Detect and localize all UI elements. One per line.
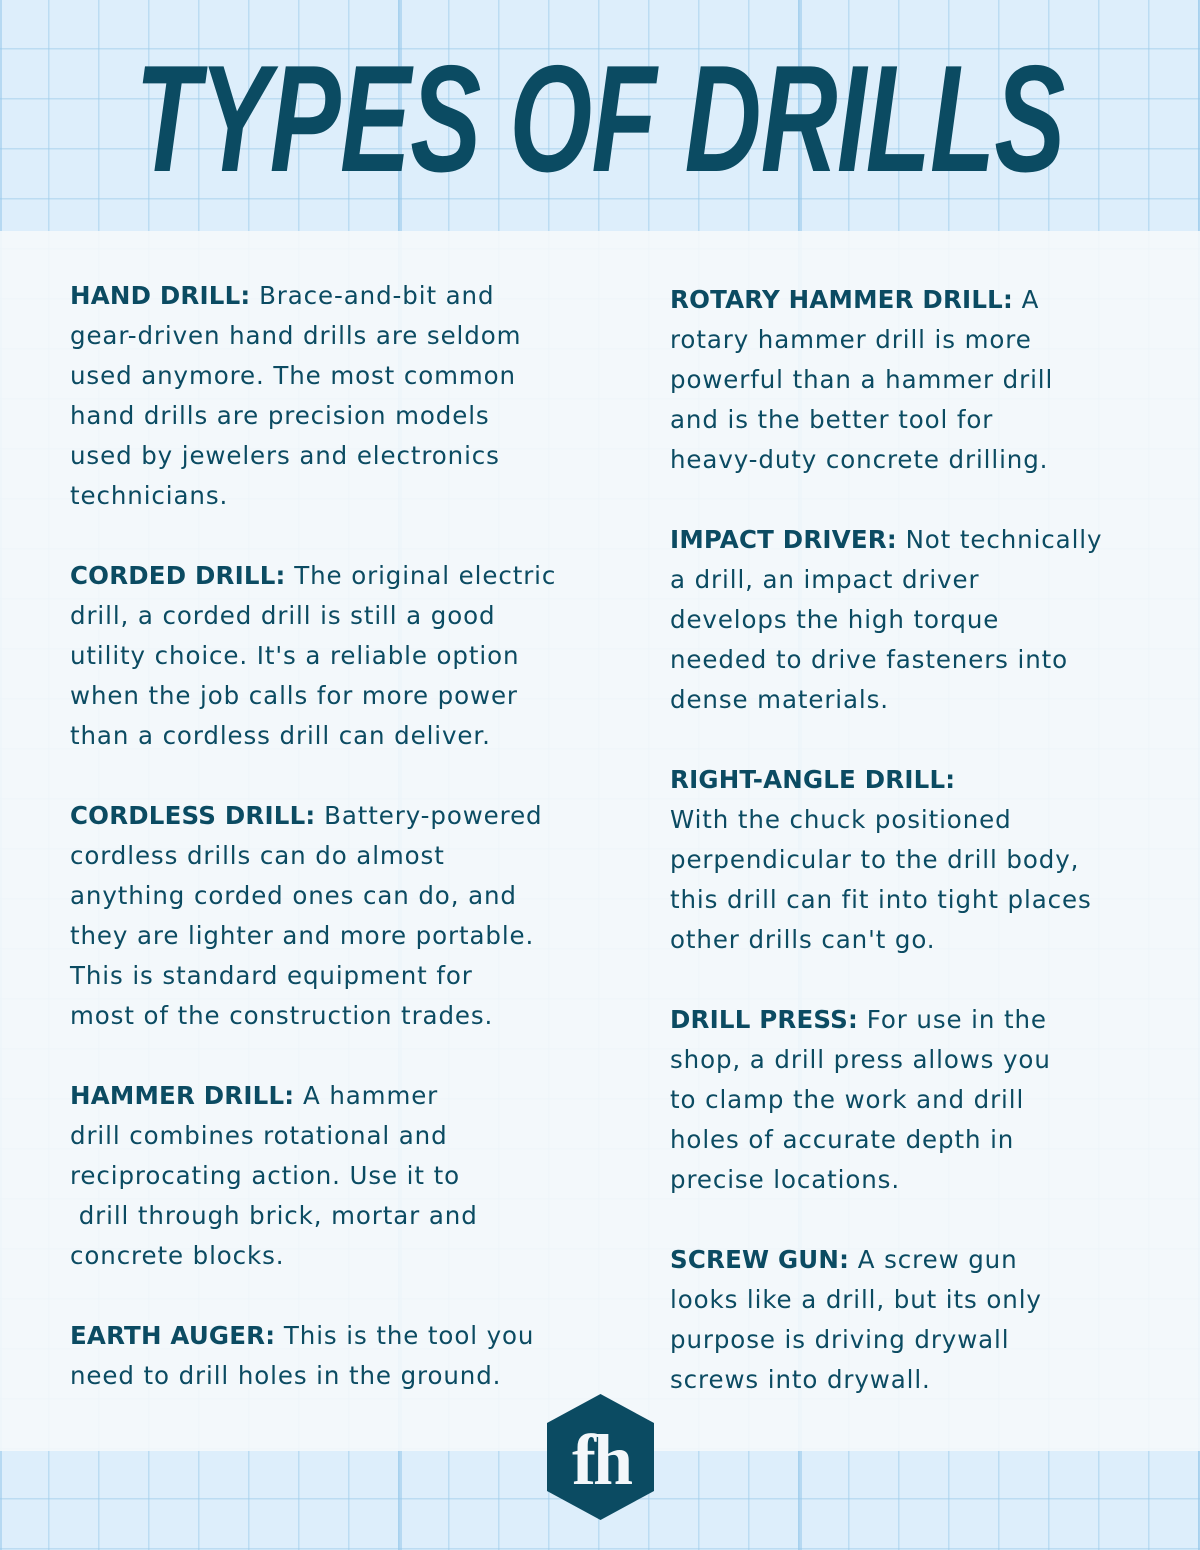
entry-line: anything corded ones can do, and [70,881,517,910]
entry-line: precise locations. [670,1165,901,1194]
entry-line: drill combines rotational and [70,1121,448,1150]
entry-first-line [70,556,610,596]
entry-line: purpose is driving drywall [670,1325,1010,1354]
entry-text: The original electric [285,561,557,590]
entry-first-line [670,1000,1170,1040]
entry-corded-drill [70,556,610,756]
entry-first-line [70,1076,610,1116]
entry-cordless-drill [70,796,610,1036]
entry-impact-driver [670,520,1170,720]
entry-line: gear-driven hand drills are seldom [70,321,522,350]
header [0,0,1200,231]
entry-line: heavy-duty concrete drilling. [670,445,1049,474]
entry-line: to clamp the work and drill [670,1085,1025,1114]
page-title: TYPES OF DRILLS [135,33,1065,204]
entry-line: screws into drywall. [670,1365,931,1394]
hexagon-logo-icon [547,1394,654,1520]
entry-line: used by jewelers and electronics [70,441,500,470]
entry-term: SCREW GUN: [670,1245,850,1274]
entry-screw-gun [670,1240,1170,1400]
entry-earth-auger [70,1316,610,1396]
entry-term: ROTARY HAMMER DRILL: [670,285,1013,314]
entry-line: drill, a corded drill is still a good [70,601,496,630]
entry-line: they are lighter and more portable. [70,921,535,950]
entry-term: CORDED DRILL: [70,561,286,590]
entry-line: holes of accurate depth in [670,1125,1015,1154]
entry-term: HAND DRILL: [70,281,251,310]
entry-line: hand drills are precision models [70,401,490,430]
entry-hammer-drill [70,1076,610,1276]
entry-first-line [670,760,1170,800]
left-column [70,276,610,1436]
entry-first-line [70,276,610,316]
entry-first-line [70,796,610,836]
content-panel [0,231,1200,1451]
entry-text: A hammer [294,1081,439,1110]
entry-text: For use in the [858,1005,1047,1034]
entry-term: IMPACT DRIVER: [670,525,897,554]
entry-line: powerful than a hammer drill [670,365,1054,394]
entry-text: Not technically [896,525,1103,554]
entry-line: used anymore. The most common [70,361,516,390]
entry-text: Battery-powered [315,801,543,830]
entry-line: perpendicular to the drill body, [670,845,1080,874]
entry-line: needed to drive fasteners into [670,645,1069,674]
entry-line: develops the high torque [670,605,1000,634]
entry-line: shop, a drill press allows you [670,1045,1051,1074]
entry-line: concrete blocks. [70,1241,285,1270]
entry-line: other drills can't go. [670,925,936,954]
entry-rotary-hammer-drill [670,280,1170,480]
entry-drill-press [670,1000,1170,1200]
entry-line: With the chuck positioned [670,805,1012,834]
entry-text: A screw gun [849,1245,1018,1274]
entry-line: cordless drills can do almost [70,841,445,870]
entry-line: drill through brick, mortar and [70,1201,478,1230]
entry-line: need to drill holes in the ground. [70,1361,502,1390]
entry-term: HAMMER DRILL: [70,1081,295,1110]
right-column [670,280,1170,1440]
entry-hand-drill [70,276,610,516]
entry-line: than a cordless drill can deliver. [70,721,491,750]
entry-line: looks like a drill, but its only [670,1285,1042,1314]
entry-line: utility choice. It's a reliable option [70,641,520,670]
entry-line: most of the construction trades. [70,1001,494,1030]
entry-term: CORDLESS DRILL: [70,801,316,830]
entry-term: EARTH AUGER: [70,1321,276,1350]
entry-term: DRILL PRESS: [670,1005,859,1034]
entry-right-angle-drill [670,760,1170,960]
entry-line: this drill can fit into tight places [670,885,1092,914]
entry-line: and is the better tool for [670,405,994,434]
entry-first-line [670,280,1170,320]
entry-text: This is the tool you [275,1321,535,1350]
entry-first-line [670,1240,1170,1280]
entry-first-line [70,1316,610,1356]
entry-line: rotary hammer drill is more [670,325,1032,354]
entry-line: a drill, an impact driver [670,565,980,594]
entry-line: This is standard equipment for [70,961,473,990]
entry-line: when the job calls for more power [70,681,518,710]
entry-line: dense materials. [670,685,889,714]
entry-line: technicians. [70,481,229,510]
entry-text: Brace-and-bit and [250,281,495,310]
entry-text: A [1012,285,1040,314]
entry-term: RIGHT-ANGLE DRILL: [670,765,956,794]
entry-line: reciprocating action. Use it to [70,1161,460,1190]
entry-first-line [670,520,1170,560]
logo-text: fh [571,1420,631,1500]
